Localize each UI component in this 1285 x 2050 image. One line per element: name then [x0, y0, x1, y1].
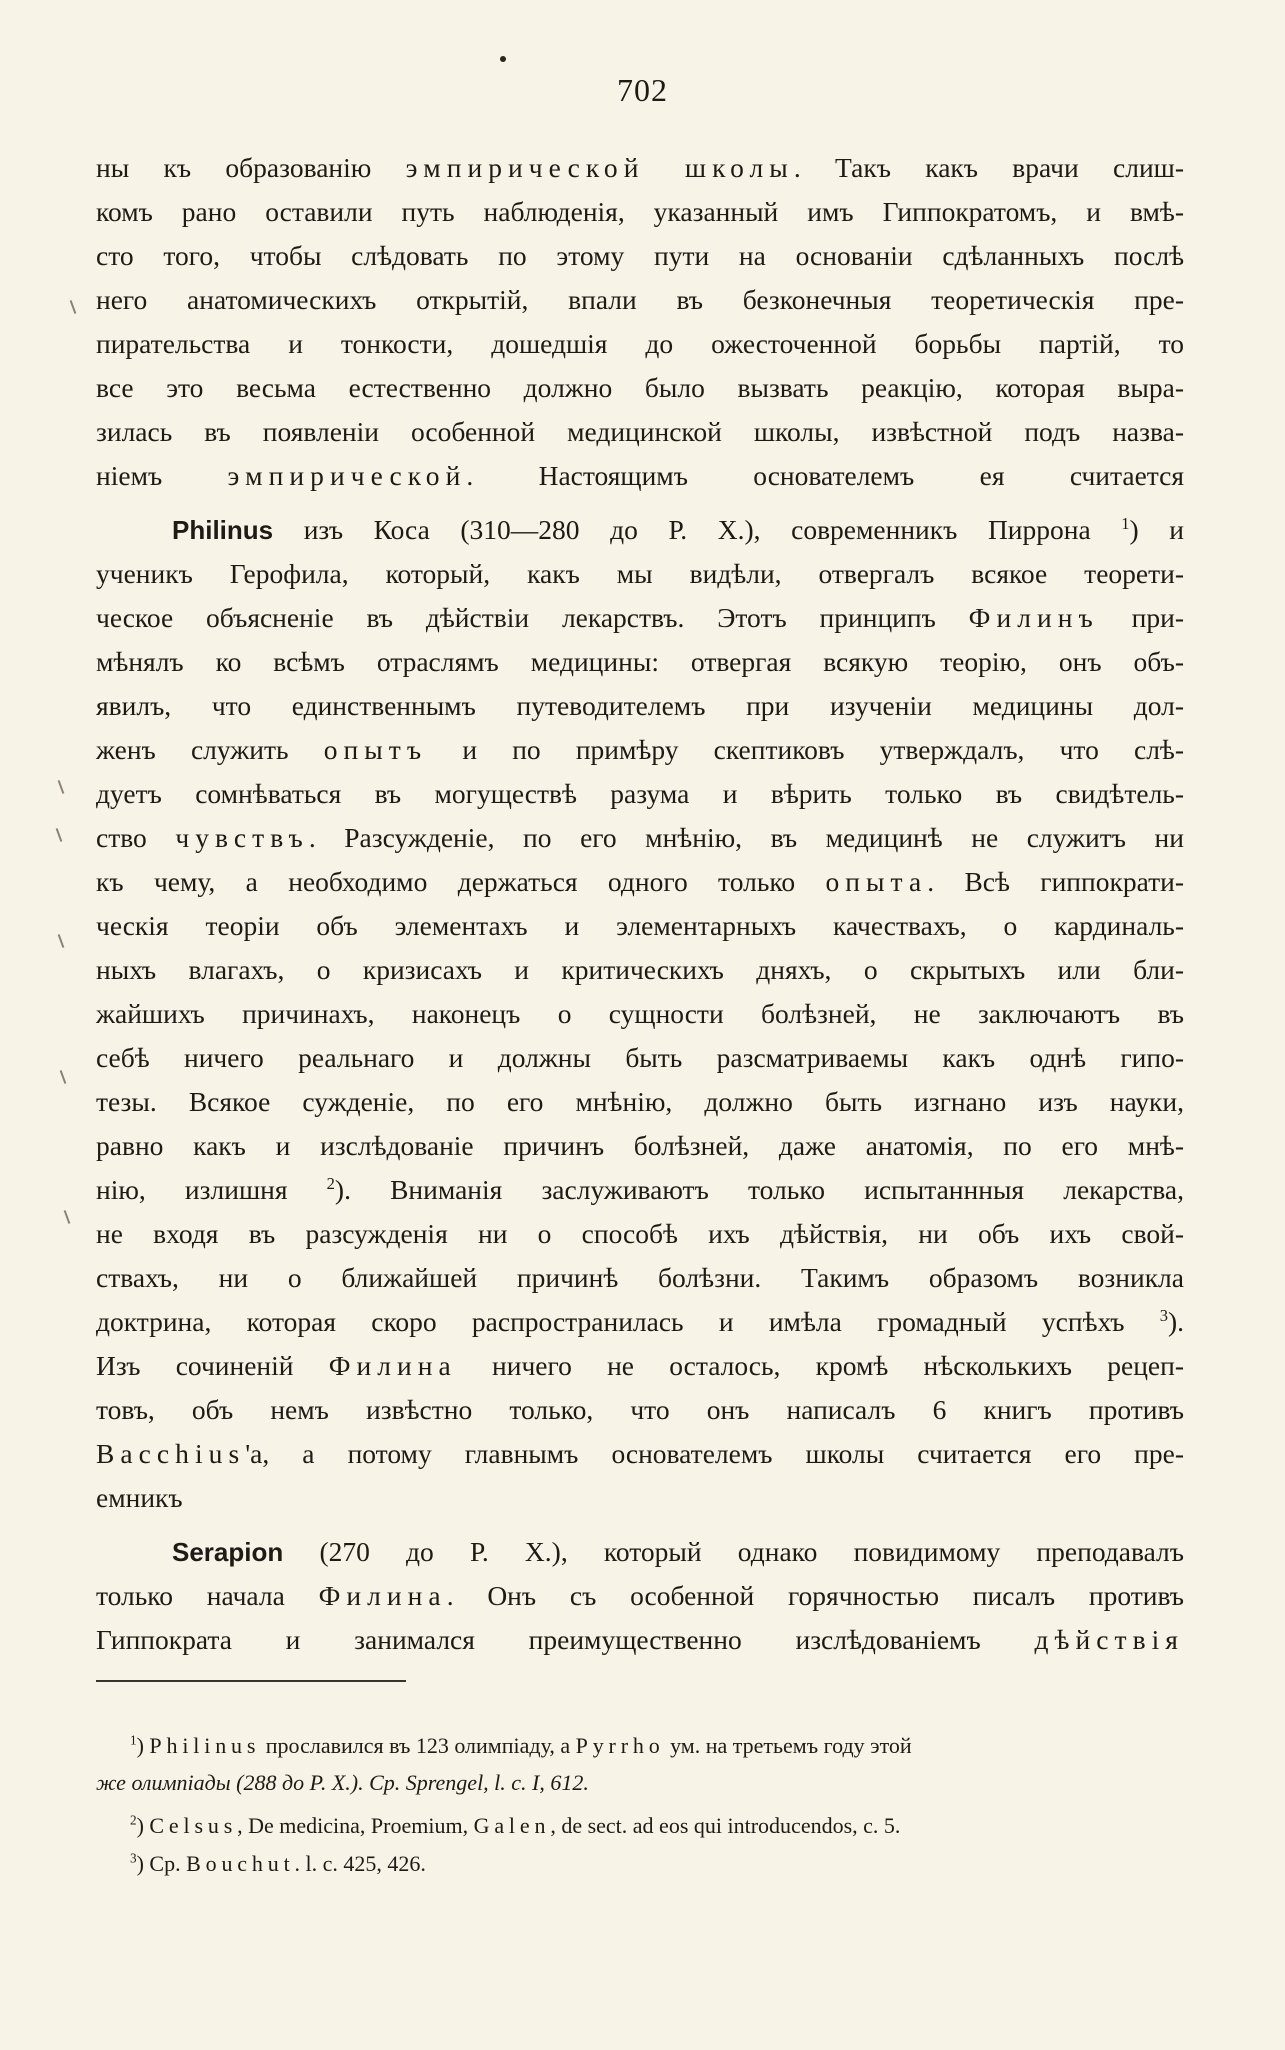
text-line: Philinus изъ Коса (310—280 до Р. Х.), современникъ Пиррона $^1$) и [172, 513, 1184, 545]
text-line: Serapion (270 до Р. Х.), который однако повидимому преподавалъ [172, 1536, 1184, 1567]
text-line: все это весьма естественно должно было вызвать реакцію, которая выра- [96, 372, 1184, 403]
spaced-term: эмпирической [227, 460, 467, 491]
text-line: только начала Филина. Онъ съ особенной горячностью писалъ противъ [96, 1580, 1184, 1611]
text-line: тезы. Всякое сужденіе, по его мнѣнію, должно быть изгнано изъ науки, [96, 1086, 1184, 1117]
spaced-term: эмпирической школы [405, 152, 794, 183]
spaced-term: опыта [825, 866, 928, 897]
text-line: зилась въ появленіи особенной медицинской школы, извѣстной подъ назва- [96, 416, 1184, 447]
spaced-term: опытъ [323, 734, 428, 765]
text-line: доктрина, которая скоро распространилась и имѣла громадный успѣхъ $^3$). [96, 1305, 1184, 1337]
margin-mark [64, 1210, 71, 1224]
text-line: мѣнялъ ко всѣмъ отраслямъ медицины: отвергая всякую теорію, онъ объ- [96, 646, 1184, 677]
text-line: ны къ образованію эмпирической школы. Такъ какъ врачи слиш- [96, 152, 1185, 183]
person-name: Philinus [172, 515, 274, 545]
footnote-3: $^3$) Ср. Bouchut. l. c. 425, 426. [130, 1850, 426, 1876]
spaced-term: чувствъ [175, 822, 309, 853]
text-line: комъ рано оставили путь наблюденія, указанный имъ Гиппократомъ, и вмѣ- [96, 196, 1184, 227]
margin-mark [60, 1070, 67, 1084]
text-line: ученикъ Герофила, который, какъ мы видѣли, отвергалъ всякое теорети- [96, 558, 1184, 589]
text-line: не входя въ разсужденія ни о способѣ ихъ дѣйствія, ни объ ихъ свой- [96, 1218, 1184, 1249]
margin-mark [58, 934, 65, 948]
footnote-ref: 1 [1121, 513, 1130, 533]
text-line: нію, излишня $^2$). Вниманія заслуживаютъ только испытаннныя лекарства, [96, 1173, 1184, 1205]
text-line: ческое объясненіе въ дѣйствіи лекарствъ. Этотъ принципъ Филинъ при- [96, 602, 1184, 633]
text-line: Bacchius'а, а потому главнымъ основателемъ школы считается его пре- [96, 1438, 1184, 1469]
footnote-1: $^1$) Philinus прославился въ 123 олимпіаду, а Pyrrho ум. на третьемъ году этой [130, 1732, 912, 1758]
text-line: ствахъ, ни о ближайшей причинѣ болѣзни. Такимъ образомъ возникла [96, 1262, 1184, 1293]
spaced-term: Филинъ [968, 602, 1099, 633]
text-line: Гиппократа и занимался преимущественно изслѣдованіемъ дѣйствія [96, 1624, 1184, 1655]
text-line: къ чему, а необходимо держаться одного только опыта. Всѣ гиппократи- [96, 866, 1184, 897]
person-name: Serapion [172, 1537, 284, 1567]
text-line: емникъ [96, 1482, 183, 1513]
text-line: товъ, объ немъ извѣстно только, что онъ написалъ 6 книгъ противъ [96, 1394, 1184, 1425]
text-line: ніемъ эмпирической. Настоящимъ основателемъ ея считается [96, 460, 1184, 491]
text-line: жайшихъ причинахъ, наконецъ о сущности болѣзней, не заключаютъ въ [96, 998, 1184, 1029]
text-line: него анатомическихъ открытій, впали въ безконечныя теоретическія пре- [96, 284, 1184, 315]
spaced-term: Филина [328, 1350, 457, 1381]
footnote-ref: 3 [1159, 1305, 1168, 1325]
spaced-term: Bacchius [96, 1438, 246, 1469]
page-number: 702 [617, 72, 668, 108]
text-line: ныхъ влагахъ, о кризисахъ и критическихъ дняхъ, о скрытыхъ или бли- [96, 954, 1184, 985]
margin-mark [70, 300, 77, 314]
text-line: равно какъ и изслѣдованіе причинъ болѣзней, даже анатомія, по его мнѣ- [96, 1130, 1184, 1161]
text-line: явилъ, что единственнымъ путеводителемъ при изученіи медицины дол- [96, 690, 1184, 721]
text-line: себѣ ничего реальнаго и должны быть разсматриваемы какъ однѣ гипо- [96, 1042, 1184, 1073]
ink-speck [500, 56, 506, 62]
margin-mark [56, 828, 63, 842]
text-line: сто того, чтобы слѣдовать по этому пути на основаніи сдѣланныхъ послѣ [96, 240, 1184, 271]
text-line: Изъ сочиненій Филина ничего не осталось, кромѣ нѣсколькихъ рецеп- [96, 1350, 1184, 1381]
text-line: дуетъ сомнѣваться въ могуществѣ разума и вѣрить только въ свидѣтель- [96, 778, 1184, 809]
footnote-divider [96, 1680, 406, 1682]
spaced-term: дѣйствія [1034, 1624, 1184, 1655]
text-line: пирательства и тонкости, дошедшія до ожесточенной борьбы партій, то [96, 328, 1184, 359]
text-line: ческія теоріи объ элементахъ и элементарныхъ качествахъ, о кардиналь- [96, 910, 1184, 941]
spaced-term: Филина [318, 1580, 447, 1611]
text-line: ство чувствъ. Разсужденіе, по его мнѣнію, въ медицинѣ не служитъ ни [96, 822, 1184, 853]
footnote-1-continued: же олимпіады (288 до Р. Х.). Ср. Sprengel, l. c. I, 612. [96, 1770, 589, 1795]
footnote-2: $^2$) Celsus, De medicina, Proemium, Galen, de sect. ad eos qui introducendos, c. 5. [130, 1812, 901, 1838]
footnote-ref: 2 [326, 1173, 335, 1193]
text-line: женъ служить опытъ и по примѣру скептиковъ утверждалъ, что слѣ- [96, 734, 1185, 765]
margin-mark [58, 780, 65, 794]
